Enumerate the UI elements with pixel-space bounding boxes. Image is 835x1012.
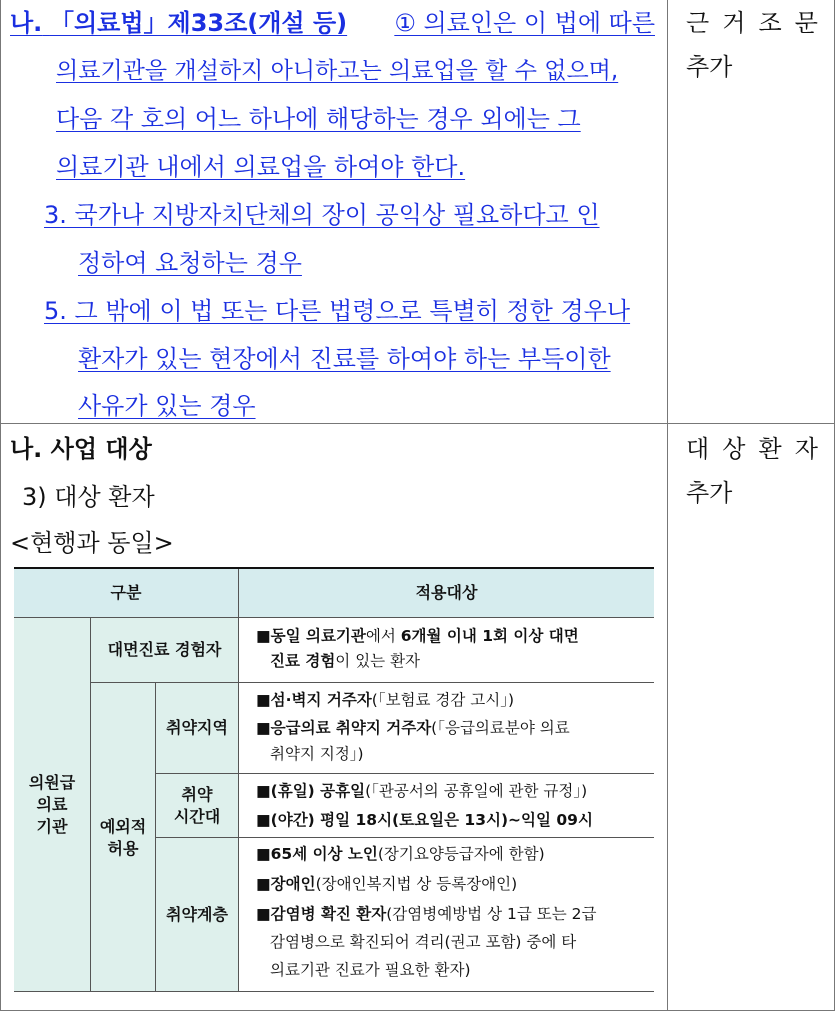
law-item-5-line-1: 5. 그 밖에 이 법 또는 다른 법령으로 특별히 정한 경우나 — [44, 297, 631, 325]
law-article-line — [10, 8, 655, 38]
group-content-line-4: 감염병으로 확진되어 격리(권고 포함) 중에 타 — [270, 933, 577, 951]
table-row-rule-2 — [156, 773, 654, 774]
area-content-line-3: 취약지 지정」) — [270, 745, 364, 763]
law-item-5-line-2: 환자가 있는 현장에서 진료를 하여야 하는 부득이한 — [78, 345, 611, 373]
row1-content-line-1: ■동일 의료기관에서 6개월 이내 1회 이상 대면 — [256, 627, 579, 645]
row-face-to-face-label: 대면진료 경험자 — [91, 618, 238, 682]
reason-a-line-2: 추가 — [686, 53, 733, 81]
law-line-4: 의료기관 내에서 의료업을 하여야 한다. — [56, 153, 466, 181]
group-content-line-2: ■장애인(장애인복지법 상 등록장애인) — [256, 875, 518, 893]
law-line-3-text: 다음 각 호의 어느 하나에 해당하는 경우 외에는 그 — [56, 105, 581, 133]
row1-content-line-2: 진료 경험이 있는 환자 — [270, 652, 421, 670]
group-content-line-3: ■감염병 확진 환자(감염병예방법 상 1급 또는 2급 — [256, 905, 597, 923]
same-as-current-note: <현행과 동일> — [10, 529, 174, 557]
section-prefix: 나. — [10, 9, 43, 37]
row-vulnerable-area-label: 취약지역 — [156, 683, 238, 773]
law-line-3 — [56, 104, 656, 134]
law-item-5-line-3: 사유가 있는 경우 — [78, 392, 256, 420]
row-vulnerable-group-label: 취약계층 — [156, 838, 238, 992]
reason-b — [686, 434, 818, 508]
area-content-line-2: ■응급의료 취약지 거주자(「응급의료분야 의료 — [256, 719, 570, 737]
reason-a-line-1: 근 거 조 문 — [686, 9, 818, 37]
law-title: 「의료법」제33조(개설 등) — [49, 9, 348, 37]
section-b-subtitle: 3) 대상 환자 — [22, 483, 155, 511]
clinic-group-label: 의원급 의료 기관 — [14, 618, 90, 992]
article-clause-start: ① 의료인은 이 법에 따른 — [394, 9, 655, 37]
table-header-rule — [14, 617, 654, 618]
header-category: 구분 — [14, 569, 238, 617]
table-col-divider — [238, 569, 239, 992]
target-patient-table — [14, 567, 654, 992]
law-item-3-line-1: 3. 국가나 지방자치단체의 장이 공익상 필요하다고 인 — [44, 201, 600, 229]
header-applicable: 적용대상 — [239, 569, 654, 617]
reason-b-line-1: 대 상 환 자 — [686, 435, 818, 463]
time-content-line-1: ■(휴일) 공휴일(「관공서의 공휴일에 관한 규정」) — [256, 782, 588, 800]
column-divider — [667, 0, 668, 1011]
table-row-rule-3 — [156, 837, 654, 838]
time-content-line-2: ■(야간) 평일 18시(토요일은 13시)~익일 09시 — [256, 811, 593, 829]
law-item-3-line-2: 정하여 요청하는 경우 — [78, 249, 302, 277]
reason-a — [686, 8, 818, 82]
section-b-title: 나. 사업 대상 — [10, 435, 152, 463]
area-content-line-1: ■섬·벽지 거주자(「보험료 경감 고시」) — [256, 691, 515, 709]
table-top-rule — [14, 567, 654, 569]
row-vulnerable-time-label: 취약 시간대 — [156, 774, 238, 837]
law-line-2: 의료기관을 개설하지 아니하고는 의료업을 할 수 없으며, — [56, 58, 619, 84]
reason-b-line-2: 추가 — [686, 479, 733, 507]
group-content-line-5: 의료기관 진료가 필요한 환자) — [270, 961, 471, 979]
group-content-line-1: ■65세 이상 노인(장기요양등급자에 한함) — [256, 845, 545, 863]
table-bottom-rule — [14, 991, 654, 992]
exception-label: 예외적 허용 — [91, 683, 155, 992]
row-divider — [0, 423, 834, 424]
table-col-divider-2 — [90, 618, 91, 992]
table-row-rule-1 — [91, 682, 654, 683]
